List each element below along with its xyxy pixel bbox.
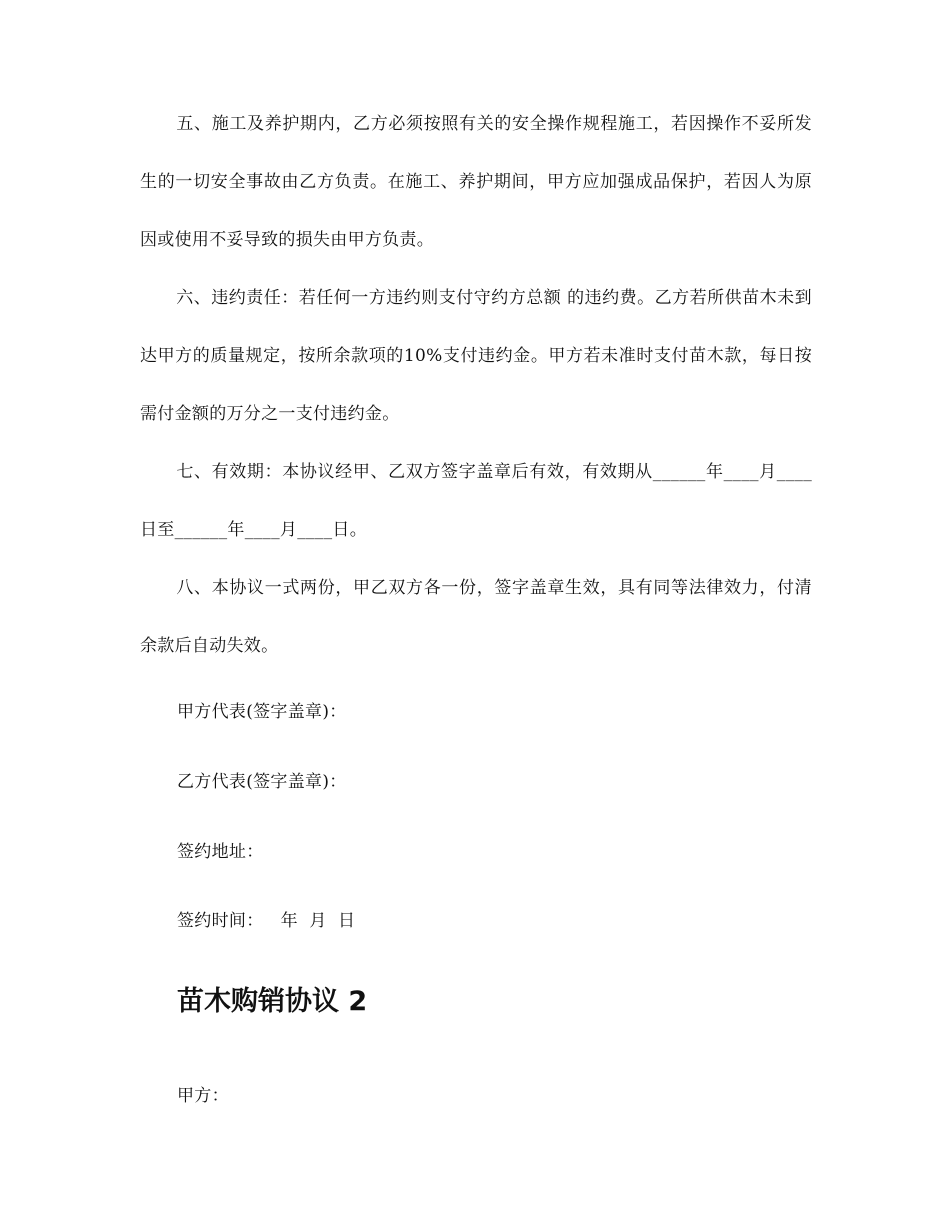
signing-location: 签约地址： xyxy=(177,842,264,862)
clause-5-text: 五、施工及养护期内，乙方必须按照有关的安全操作规程施工，若因操作不妥所发生的一切安全事故由乙方负责。在施工、养护期间，甲方应加强成品保护，若因人为原因或使用不妥导致的损失由甲方负责。 xyxy=(140,114,812,250)
party-b-signature: 乙方代表(签字盖章)： xyxy=(177,772,347,792)
clause-7 xyxy=(140,443,812,559)
clause-6-text: 六、违约责任：若任何一方违约则支付守约方总额 的违约费。乙方若所供苗木未到达甲方的质量规定，按所余款项的10%支付违约金。甲方若未准时支付苗木款，每日按需付金额的万分之一支付违约金。 xyxy=(140,288,812,424)
section-title: 苗木购销协议 2 xyxy=(177,986,368,1017)
party-a-label: 甲方： xyxy=(177,1086,229,1106)
signing-time: 签约时间： 年 月 日 xyxy=(177,911,356,931)
clause-5 xyxy=(140,95,812,269)
clause-8 xyxy=(140,559,812,675)
clause-7-text: 七、有效期：本协议经甲、乙双方签字盖章后有效，有效期从______年____月____日至______年____月____日。 xyxy=(140,462,812,540)
clause-8-text: 八、本协议一式两份，甲乙双方各一份，签字盖章生效，具有同等法律效力，付清余款后自动失效。 xyxy=(140,578,812,656)
clause-6 xyxy=(140,269,812,443)
party-a-signature: 甲方代表(签字盖章)： xyxy=(177,702,347,722)
